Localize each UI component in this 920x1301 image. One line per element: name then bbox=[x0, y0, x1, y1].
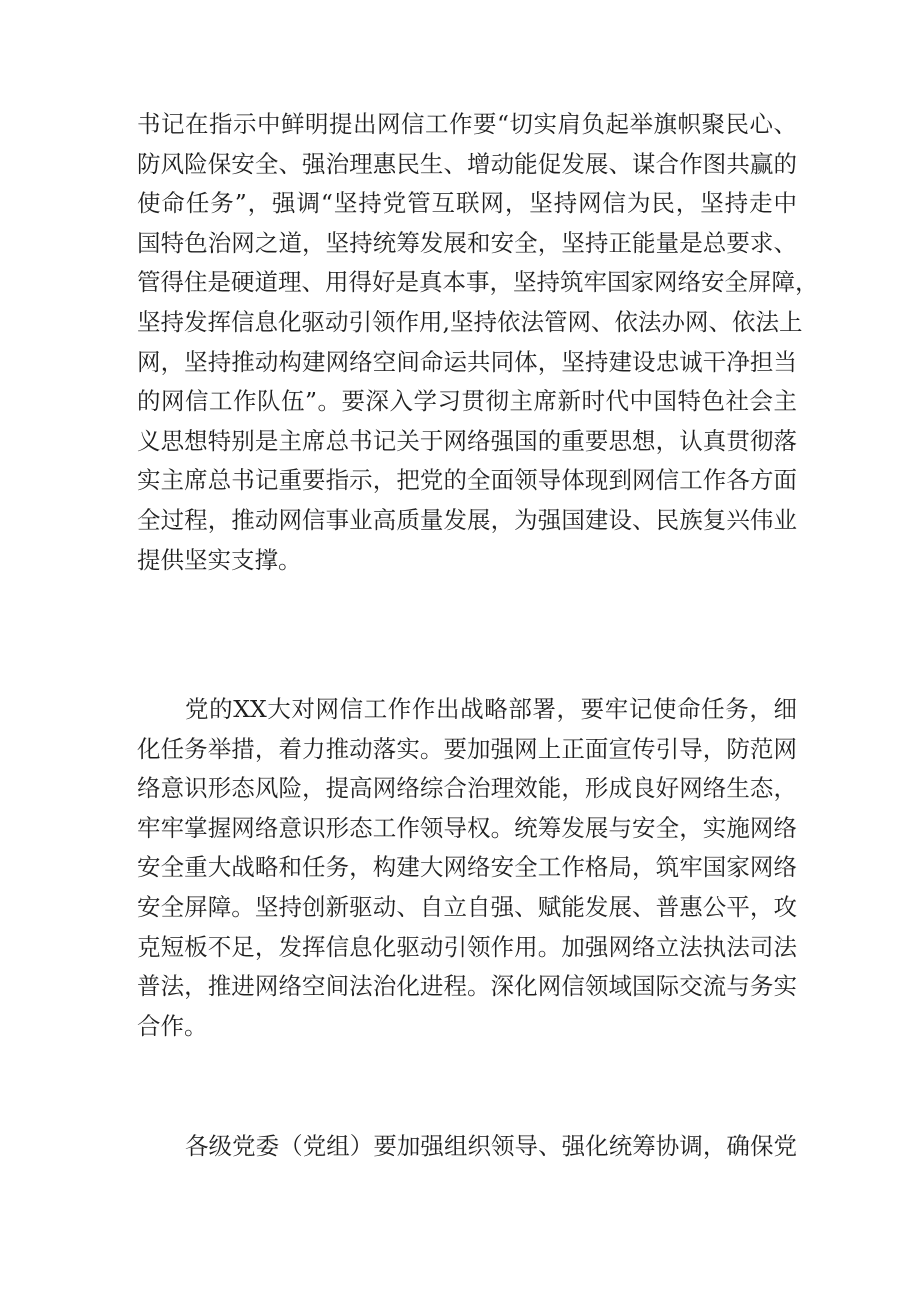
paragraph-line: 管得住是硬道理、用得好是真本事，坚持筑牢国家网络安全屏障， bbox=[137, 268, 819, 297]
paragraph-2 bbox=[137, 690, 797, 1046]
paragraph-line: 提供坚实支撑。 bbox=[137, 545, 302, 574]
paragraph-line: 书记在指示中鲜明提出网信工作要“切实肩负起举旗帜聚民心、 bbox=[137, 110, 797, 138]
paragraph-line: 络意识形态风险，提高网络综合治理效能，形成良好网络生态， bbox=[137, 774, 797, 803]
paragraph-line: 合作。 bbox=[137, 1011, 208, 1040]
paragraph-line: 各级党委（党组）要加强组织领导、强化统筹协调，确保党 bbox=[185, 1132, 797, 1160]
paragraph-line: 国特色治网之道，坚持统筹发展和安全，坚持正能量是总要求、 bbox=[137, 228, 797, 257]
paragraph-line: 克短板不足，发挥信息化驱动引领作用。加强网络立法执法司法 bbox=[137, 932, 797, 961]
paragraph-line: 牢牢掌握网络意识形态工作领导权。统筹发展与安全，实施网络 bbox=[137, 813, 797, 842]
paragraph-1 bbox=[137, 105, 819, 580]
paragraph-3 bbox=[137, 1127, 797, 1167]
paragraph-line: 全过程，推动网信事业高质量发展，为强国建设、民族复兴伟业 bbox=[137, 505, 797, 534]
paragraph-line: 化任务举措，着力推动落实。要加强网上正面宣传引导，防范网 bbox=[137, 734, 797, 763]
paragraph-line: 普法，推进网络空间法治化进程。深化网信领域国际交流与务实 bbox=[137, 972, 797, 1001]
paragraph-line: 党的XX大对网信工作作出战略部署，要牢记使命任务，细 bbox=[185, 695, 797, 723]
paragraph-line: 的网信工作队伍”。要深入学习贯彻主席新时代中国特色社会主 bbox=[137, 387, 797, 416]
paragraph-line: 防风险保安全、强治理惠民生、增动能促发展、谋合作图共赢的 bbox=[137, 149, 797, 178]
paragraph-line: 使命任务”，强调“坚持党管互联网，坚持网信为民，坚持走中 bbox=[137, 189, 797, 218]
paragraph-line: 坚持发挥信息化驱动引领作用,坚持依法管网、依法办网、依法上 bbox=[137, 307, 803, 336]
paragraph-line: 网，坚持推动构建网络空间命运共同体，坚持建设忠诚干净担当 bbox=[137, 347, 797, 376]
paragraph-line: 实主席总书记重要指示，把党的全面领导体现到网信工作各方面 bbox=[137, 466, 797, 495]
paragraph-line: 安全屏障。坚持创新驱动、自立自强、赋能发展、普惠公平，攻 bbox=[137, 892, 797, 921]
paragraph-line: 义思想特别是主席总书记关于网络强国的重要思想，认真贯彻落 bbox=[137, 426, 797, 455]
paragraph-line: 安全重大战略和任务，构建大网络安全工作格局，筑牢国家网络 bbox=[137, 853, 797, 882]
